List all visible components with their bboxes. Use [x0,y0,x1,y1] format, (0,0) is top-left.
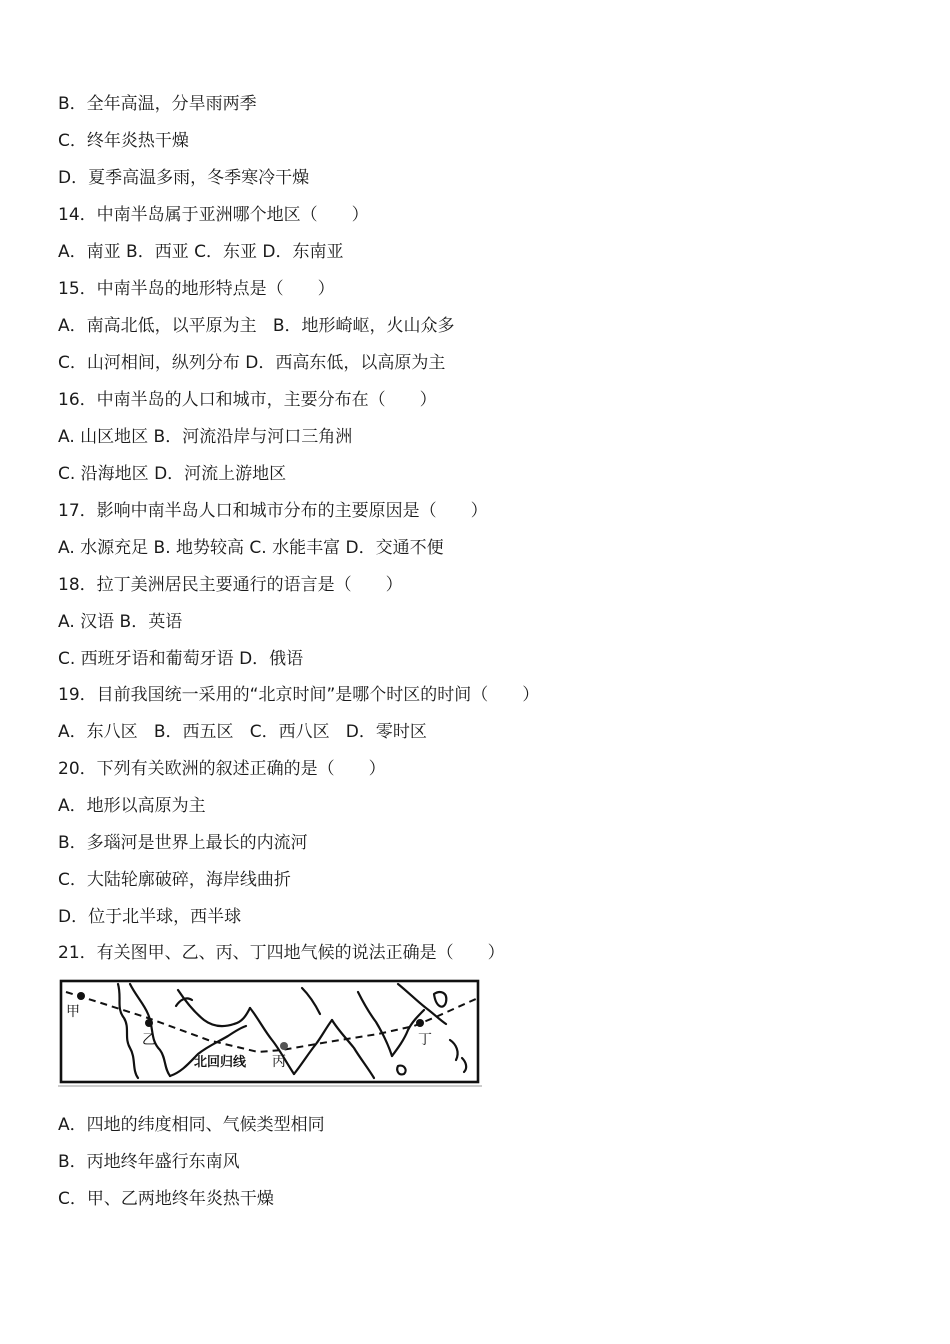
option-line: D．夏季高温多雨，冬季寒冷干燥 [58,168,310,188]
question-line: 18．拉丁美洲居民主要通行的语言是（ ） [58,575,403,595]
question-line: 14．中南半岛属于亚洲哪个地区（ ） [58,205,369,225]
question-line: 16．中南半岛的人口和城市，主要分布在（ ） [58,390,437,410]
option-line: B．丙地终年盛行东南风 [58,1152,240,1172]
question-line: 21．有关图甲、乙、丙、丁四地气候的说法正确是（ ） [58,943,505,963]
label-bing: 丙 [272,1054,286,1070]
tropic-map-figure [58,978,482,1088]
option-line: C. 西班牙语和葡萄牙语 D．俄语 [58,649,304,669]
option-line: C．山河相间，纵列分布 D．西高东低，以高原为主 [58,353,446,373]
label-ding: 丁 [418,1032,432,1048]
question-line: 17．影响中南半岛人口和城市分布的主要原因是（ ） [58,501,488,521]
option-line: D．位于北半球，西半球 [58,907,242,927]
location-ding-dot [416,1019,424,1027]
label-jia: 甲 [66,1004,80,1020]
option-line: B．多瑙河是世界上最长的内流河 [58,833,308,853]
option-line: C．甲、乙两地终年炎热干燥 [58,1189,274,1209]
option-line: A．地形以高原为主 [58,796,206,816]
location-bing-dot [280,1042,288,1050]
map-frame [61,981,478,1082]
option-line: A．南高北低，以平原为主 B．地形崎岖，火山众多 [58,316,455,336]
option-line: C. 沿海地区 D．河流上游地区 [58,464,287,484]
question-line: 20．下列有关欧洲的叙述正确的是（ ） [58,759,386,779]
location-yi-dot [145,1019,153,1027]
option-line: C．终年炎热干燥 [58,131,189,151]
question-line: 19．目前我国统一采用的“北京时间”是哪个时区的时间（ ） [58,685,540,705]
option-line: A．东八区 B．西五区 C．西八区 D．零时区 [58,722,427,742]
option-line: A. 山区地区 B．河流沿岸与河口三角洲 [58,427,353,447]
option-line: A. 水源充足 B. 地势较高 C. 水能丰富 D．交通不便 [58,538,444,558]
option-line: C．大陆轮廓破碎，海岸线曲折 [58,870,291,890]
location-jia-dot [77,992,85,1000]
label-yi: 乙 [142,1032,156,1048]
question-line: 15．中南半岛的地形特点是（ ） [58,279,335,299]
option-line: B．全年高温，分旱雨两季 [58,94,257,114]
option-line: A．南亚 B．西亚 C．东亚 D．东南亚 [58,242,344,262]
option-line: A．四地的纬度相同、气候类型相同 [58,1115,325,1135]
option-line: A. 汉语 B．英语 [58,612,183,632]
label-tropic: 北回归线 [194,1055,247,1070]
